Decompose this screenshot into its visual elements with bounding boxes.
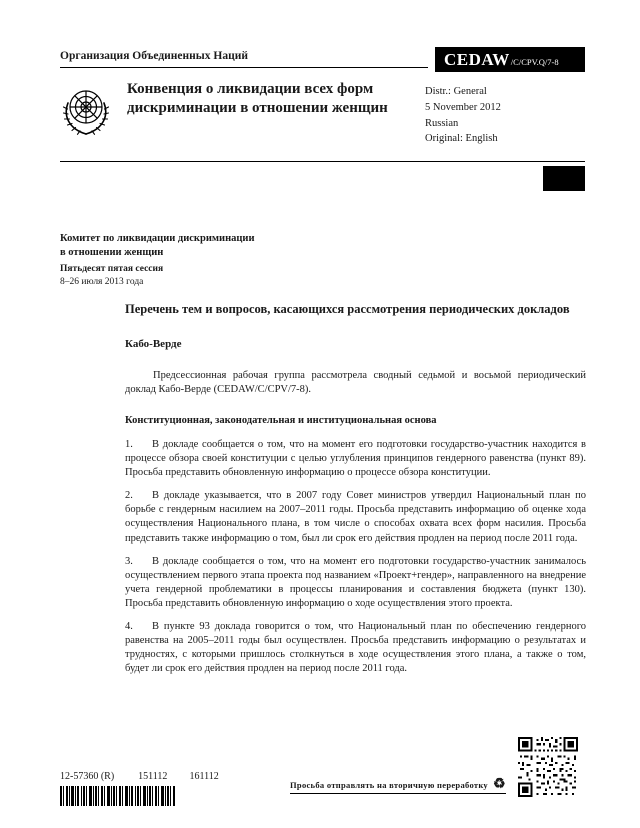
recycle-icon: ♻: [493, 777, 506, 792]
session-dates: 8–26 июля 2013 года: [60, 276, 144, 287]
numbered-paragraph: [125, 438, 586, 480]
numbered-paragraph: [125, 555, 586, 611]
paragraph-text: В докладе сообщается о том, что на момент его подготовки государство-участник находится в процессе обзора своей конституции с целью углубления принципов гендерного равенства (пункт 89). Просьба представить обновленную информацию о процессе обзора конституции.: [125, 439, 586, 479]
distr-type: Distr.: General: [425, 86, 487, 97]
footer-code-1: 151112: [138, 771, 168, 782]
paragraph-number: 1.: [125, 439, 133, 451]
paragraph-text: В докладе указывается, что в 2007 году Совет министров утвердил Национальный план по борьбе с гендерным насилием на 2007–2011 годы. Просьба представить информацию об оценке хода осуществления Национального плана, в том числе о способах охвата всех форм насилия. Просьба представить также информацию о том, был ли срок его действия продлен на период после 2011 года.: [125, 490, 586, 544]
convention-title: Конвенция о ликвидации всех форм дискриминации в отношении женщин: [127, 81, 388, 116]
corner-black-box: [543, 166, 585, 191]
footer-code-2: 161112: [189, 771, 219, 782]
org-name: Организация Объединенных Наций: [60, 50, 428, 68]
recycle-text: Просьба отправлять на вторичную переработку: [290, 780, 488, 790]
document-title: Перечень тем и вопросов, касающихся рассмотрения периодических докладов: [125, 302, 570, 316]
main-content: [125, 301, 586, 685]
paragraph-text: В докладе сообщается о том, что на момент его подготовки государство-участник занималось осуществлением первого этапа проекта под названием «Проект+гендер», направленного на внедрение учета гендерной проблематики в процессы планирования и составления бюджета (пункт 130). Просьба представить обновленную информацию о ходе осуществления этого проекта.: [125, 555, 586, 609]
document-symbol-box: [435, 47, 585, 72]
intro-paragraph: Предсессионная рабочая группа рассмотрела сводный седьмой и восьмой периодический доклад Кабо-Верде (CEDAW/C/CPV/7-8).: [125, 369, 586, 396]
un-emblem-icon: [57, 82, 115, 140]
distr-date: 5 November 2012: [425, 101, 501, 113]
document-symbol-suffix: /C/CPV.Q/7-8: [510, 57, 559, 67]
header-divider: [60, 161, 585, 162]
numbered-paragraph: [125, 620, 586, 676]
paragraph-number: 2.: [125, 490, 133, 502]
committee-name-line1: Комитет по ликвидации дискриминации: [60, 233, 255, 244]
qr-code: [518, 737, 578, 797]
paragraph-number: 4.: [125, 620, 133, 632]
recycle-notice: [290, 778, 506, 794]
document-symbol-main: CEDAW: [444, 50, 510, 69]
committee-name-line2: в отношении женщин: [60, 246, 164, 258]
paragraph-number: 3.: [125, 555, 133, 567]
footer-job-line: [60, 771, 219, 782]
job-number: 12-57360 (R): [60, 771, 115, 782]
distribution-block: [425, 84, 501, 147]
distr-original: Original: English: [425, 133, 498, 145]
barcode: [60, 786, 176, 811]
paragraph-text: В пункте 93 доклада говорится о том, что Национальный план по обеспечению гендерного равенства на 2005–2011 годы был осуществлен. Просьба представить информацию о результатах и трудностях, с которыми пришлось столкнуться в ходе осуществления этого плана, а также о том, будет ли срок его действия продлен на период после 2011 года.: [125, 620, 586, 675]
country-heading: Кабо-Верде: [125, 338, 182, 351]
distr-language: Russian: [425, 117, 459, 129]
section-heading: Конституционная, законодательная и институциональная основа: [125, 415, 437, 427]
session-title: Пятьдесят пятая сессия: [60, 264, 164, 275]
numbered-paragraph: [125, 489, 586, 545]
committee-block: [60, 232, 255, 288]
